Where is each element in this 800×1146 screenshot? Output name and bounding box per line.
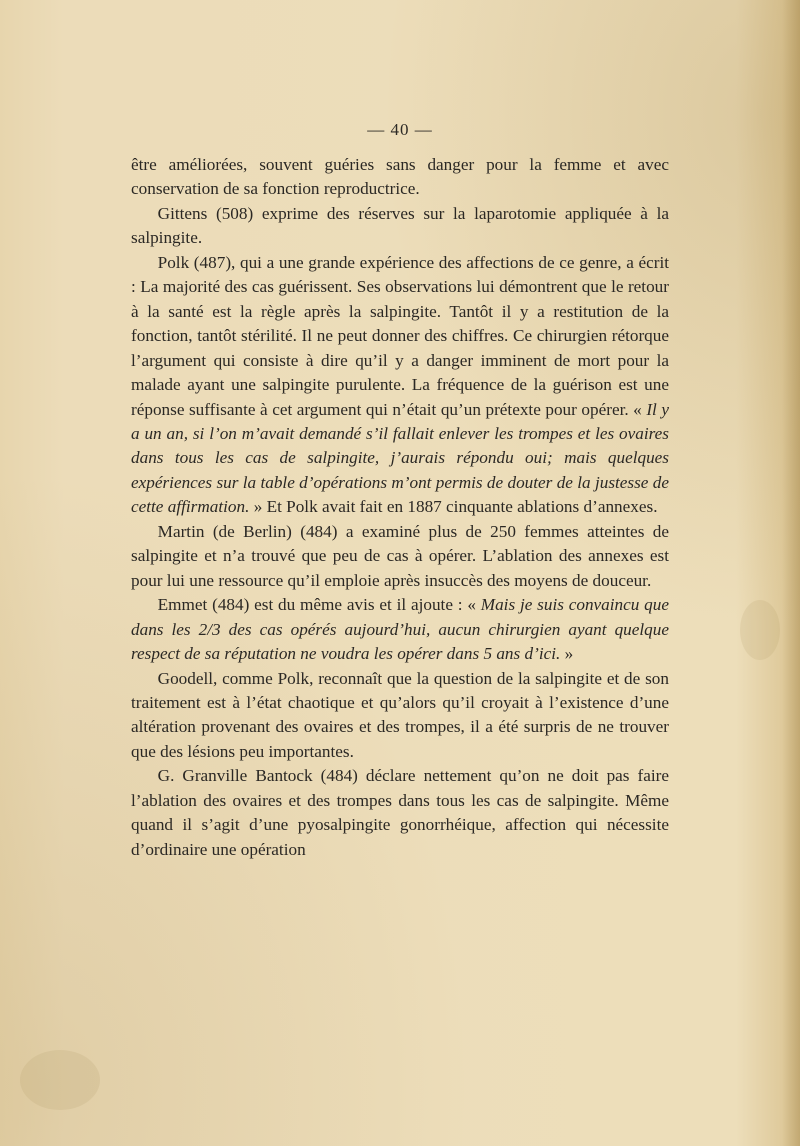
page-number: — 40 — [367,120,433,139]
paragraph [131,764,669,862]
paragraph [131,593,669,666]
body-text [131,153,669,862]
italic-quote: Mais je suis convaincu que dans les 2/3 des cas opérés aujourd’hui, aucun chirurgien ayant quelque respect de sa réputation ne voudra les opérer dans 5 ans d’ici. [131,595,669,664]
text-run: Emmet (484) est du même avis et il ajoute : « [157,595,481,615]
text-run: Goodell, comme Polk, reconnaît que la question de la salpingite et de son traitement est à l’état chaotique et qu’alors qu’il croyait à l’existence d’une altération provenant des ovaires et des trompes, il a été surpris de ne trouver que des lésions peu importantes. [131,668,669,761]
text-run: » Et Polk avait fait en 1887 cinquante ablations d’annexes. [249,497,658,517]
text-run: » [560,644,574,664]
text-run: Martin (de Berlin) (484) a examiné plus de 250 femmes atteintes de salpingite et n’a trouvé que peu de cas à opérer. L’ablation des annexes est pour lui une ressource qu’il emploie après insuccès des moyens de douceur. [131,521,669,590]
text-run: être améliorées, souvent guéries sans danger pour la femme et avec conservation de sa fonction reproductrice. [131,155,669,199]
paragraph [131,153,669,202]
italic-quote: Il y a un an, si l’on m’avait demandé s’il fallait enlever les trompes et les ovaires dans tous les cas de salpingite, j’aurais répondu oui; mais quelques expériences sur la table d’opérations m’ont permis de douter de la justesse de cette affirmation. [131,399,669,517]
paragraph [131,251,669,520]
text-run: Polk (487), qui a une grande expérience des affections de ce genre, a écrit : La majorité des cas guérissent. Ses observations lui démontrent que le retour à la santé est la règle après la salpingite. Tantôt il y a restitution de la fonction, tantôt stérilité. Il ne peut donner des chiffres. Ce chirurgien rétorque l’argument qui consiste à dire qu’il y a danger imminent de mort pour la malade ayant une salpingite purulente. La fréquence de la guérison est une réponse suffisante à cet argument qui n’était qu’un prétexte pour opérer. « [131,252,669,419]
text-run: Gittens (508) exprime des réserves sur la laparotomie appliquée à la salpingite. [131,203,669,248]
paper-stain [20,1050,100,1110]
paragraph [131,667,669,765]
paragraph [131,202,669,251]
text-run: G. Granville Bantock (484) déclare nettement qu’on ne doit pas faire l’ablation des ovaires et des trompes dans tous les cas de salpingite. Même quand il s’agit d’une pyosalpingite gonorrhéique, affection qui nécessite d’ordinaire une opération [131,766,669,859]
paper-stain [740,600,780,660]
paragraph [131,520,669,593]
page-edge-shadow [782,0,800,1146]
